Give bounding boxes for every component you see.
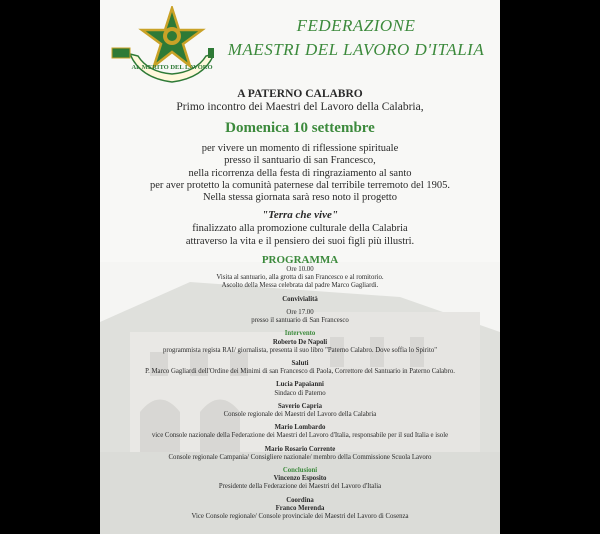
project-desc-line: attraverso la vita e il pensiero dei suoi figli più illustri. [185,235,415,247]
project-title: "Terra che vive" [262,209,338,222]
program-participant [100,424,500,440]
event-subtitle: Primo incontro dei Maestri del Lavoro della Calabria, [176,101,424,113]
coordina-label: Coordina [286,496,314,504]
program-heading: PROGRAMMA [261,254,339,267]
speaker-role: programmista regista RAI/ giornalista, presenta il suo libro "Paterno Calabro. Dove soffia lo Spirito" [162,346,438,354]
program-time: Ore 17.00 [286,308,314,316]
program-participant [100,403,500,419]
federation-logo [110,6,214,92]
description-line: presso il santuario di san Francesco, [224,155,376,167]
program-mass: Ascolto della Messa celebrata dal padre Marco Gagliardi. [221,282,379,290]
flyer-page [100,0,500,534]
federation-line2: MAESTRI DEL LAVORO D'ITALIA [227,40,485,59]
program-location: presso il santuario di San Francesco [251,317,349,325]
program-participant [100,446,500,462]
program-morning [100,266,500,291]
federation-title [218,14,494,62]
program-afternoon [100,309,500,325]
description-line: per vivere un momento di riflessione spirituale [201,143,399,154]
description-line: per aver protetto la comunità paternese dal terribile terremoto del 1905. [149,179,450,191]
participant-role: Vice Console regionale/ Console provinciale dei Maestri del Lavoro di Cosenza [191,512,409,520]
logo-banner-text: AL MERITO DEL LAVORO [131,64,213,71]
participant-name: Mario Rosario Corrente [264,445,336,453]
participant-role: Console regionale Campania/ Consigliere nazionale/ membro della Commissione Scuola Lavoro [168,453,432,461]
conclusioni-label: Conclusioni [282,466,318,474]
program-saluti [100,360,500,376]
participant-role: Presidente della Federazione dei Maestri del Lavoro d'Italia [218,483,382,491]
event-description [100,143,500,204]
saluti-label: Saluti [291,359,309,367]
participant-name: Vincenzo Esposito [273,475,327,483]
federation-line1: FEDERAZIONE [296,16,416,35]
description-line: nella ricorrenza della festa di ringraziamento al santo [188,167,412,179]
participant-role: vice Console nazionale della Federazione dei Maestri del Lavoro d'Italia, responsabile per il sud Italia e isole [151,432,449,440]
participant-name: Mario Lombardo [274,424,326,432]
project-description [100,223,500,248]
description-line: Nella stessa giornata sarà reso noto il progetto [203,192,397,204]
participant-name: Lucia Papaianni [276,381,324,389]
participant-role: Console regionale dei Maestri del Lavoro della Calabria [223,410,377,418]
participant-name: Franco Merenda [275,504,325,512]
program-coordina [100,497,500,522]
event-place: A PATERNO CALABRO [237,88,363,100]
intervento-label: Intervento [284,330,316,338]
project-desc-line: finalizzato alla promozione culturale della Calabria [192,223,408,235]
program-time: Ore 10.00 [286,266,314,274]
program-participant [100,381,500,397]
participant-name: Saverio Capria [278,402,322,410]
speaker-name: Roberto De Napoli [272,338,328,346]
program-intervento [100,330,500,355]
event-date: Domenica 10 settembre [225,120,375,136]
program-conviviality: Convivialità [282,295,318,303]
program-conclusioni [100,467,500,492]
flyer-content [100,88,500,521]
saluti-role: P. Marco Gagliardi dell'Ordine dei Minimi di san Francesco di Paola, Correttore del Santuario in Paterno Calabro. [145,368,455,376]
participant-role: Sindaco di Paterno [274,389,326,397]
program-visit: Visita al santuario, alla grotta di san Francesco e al romitorio. [216,274,384,282]
